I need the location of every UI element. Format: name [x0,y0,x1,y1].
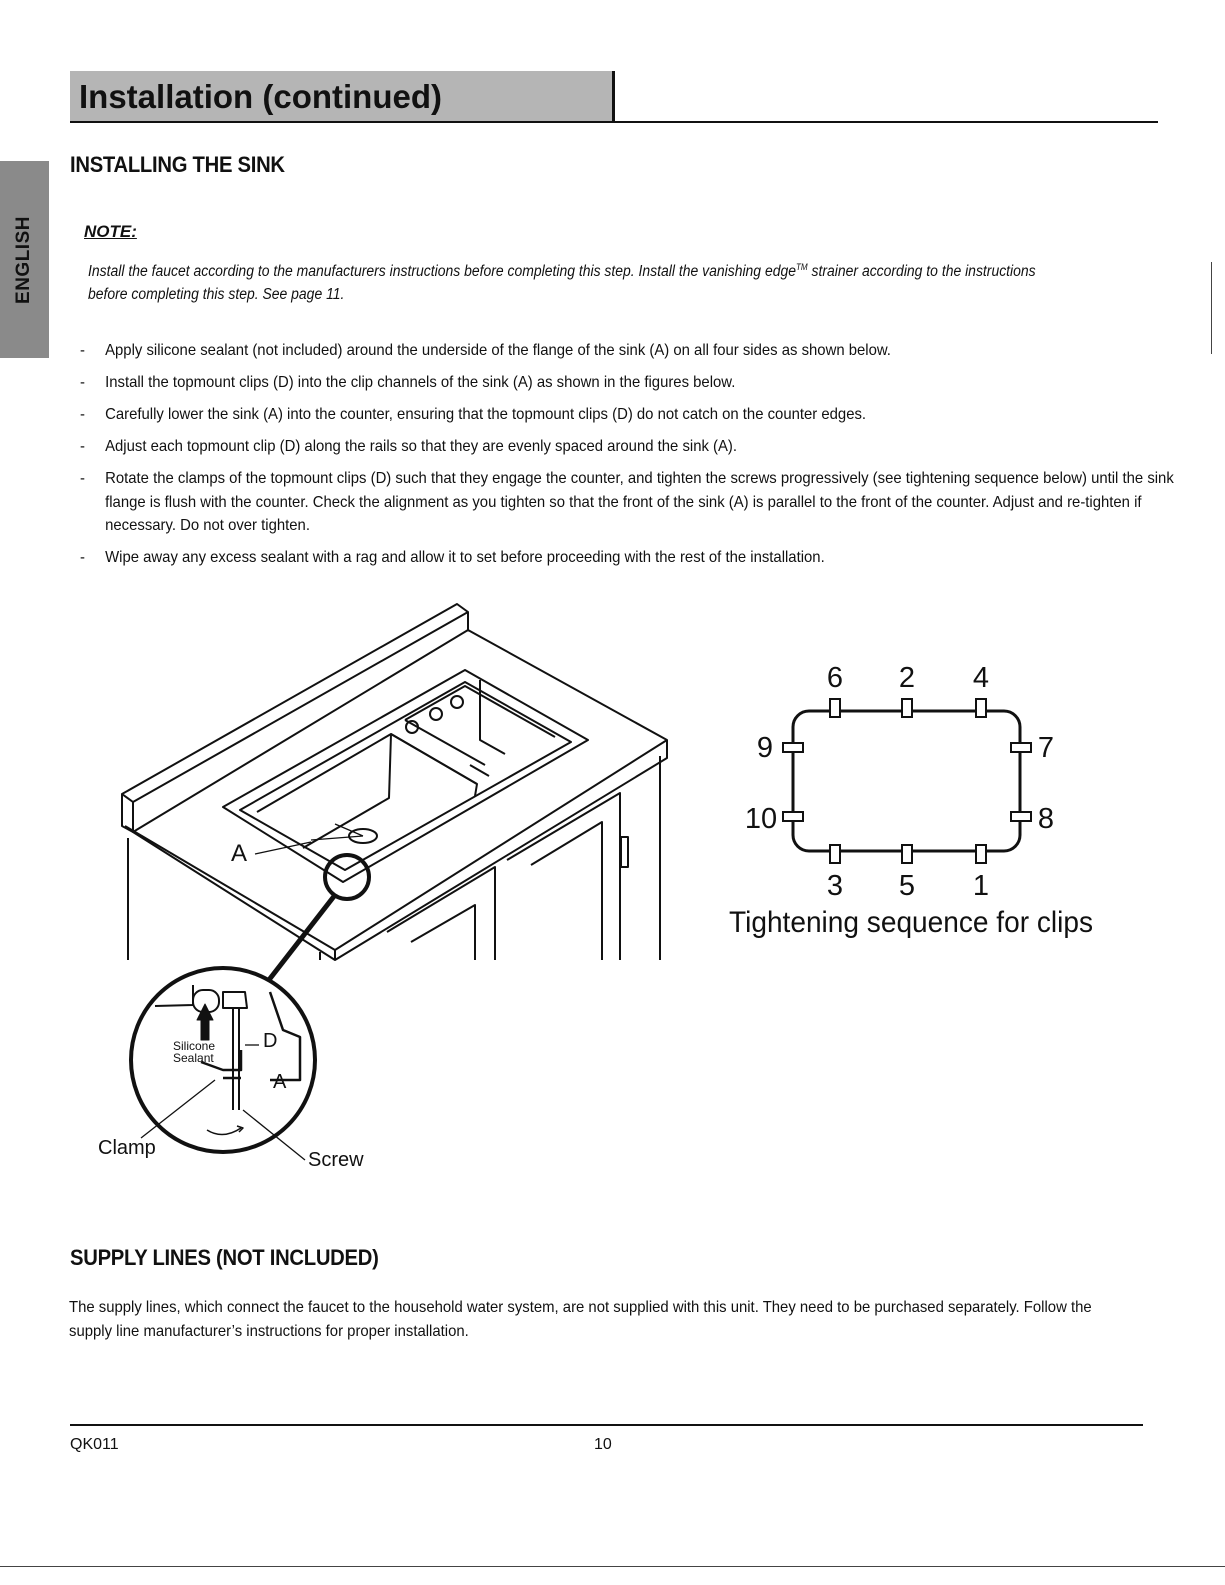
step-text: Apply silicone sealant (not included) around the underside of the flange of the sink (A) on all four sides as shown below. [105,342,891,359]
footer-model-code: QK011 [70,1436,119,1453]
note-text-part1: Install the faucet according to the manufacturers instructions before completing this step. Install the vanishing edge [88,263,796,281]
scan-edge-line [1211,262,1212,354]
header-rule [70,121,1158,123]
label-a-detail: A [273,1071,287,1093]
seq-number: 1 [972,870,990,902]
seq-number: 5 [898,870,916,902]
label-a: A [231,840,248,867]
clip-1 [976,845,986,863]
page-bottom-edge [0,1566,1225,1567]
supply-lines-text: The supply lines, which connect the faucet to the household water system, are not supplied with this unit. They need to be purchased separately. Follow the supply line manufacturer’s instructions for proper installation. [69,1299,1092,1340]
clip-5 [902,845,912,863]
sink-installation-illustration [95,600,685,1180]
clip-10 [783,812,803,821]
clip-7 [1011,743,1031,752]
step-text: Carefully lower the sink (A) into the counter, ensuring that the topmount clips (D) do not catch on the counter edges. [105,406,867,423]
section-title-installing-sink: INSTALLING THE SINK [70,152,285,177]
clip-diagram-caption: Tightening sequence for clips [729,906,1093,939]
clip-2 [902,699,912,717]
step-dash: - [80,438,85,455]
clip-8 [1011,812,1031,821]
note-text-part2: strainer according to the instructions before completing this step. See page 11. [88,263,1036,304]
step-text: Rotate the clamps of the topmount clips (D) such that they engage the counter, and tighten the screws progressively (see tightening sequence below) until the sink flange is flush with the counter. Check the alignment as you tighten so that the front of the sink (A) is parallel to the front of the counter. Adjust and re-tighten if necessary. Do not over tighten. [105,470,1174,534]
section-title-supply-lines: SUPPLY LINES (NOT INCLUDED) [70,1245,379,1270]
clip-9 [783,743,803,752]
page-number: 10 [594,1436,612,1453]
seq-number: 4 [972,662,990,694]
footer-rule [70,1424,1143,1426]
seq-number: 3 [826,870,844,902]
clip-tightening-diagram [725,655,1125,945]
step-item [80,546,1175,570]
silicone-label: Silicone [173,1039,216,1053]
seq-number: 9 [756,732,774,764]
step-item [80,403,1175,427]
note-label: NOTE: [84,222,137,241]
step-item [80,435,1175,459]
language-tab-label: ENGLISH [13,216,34,304]
trademark-mark: TM [795,262,808,272]
seq-number: 8 [1037,803,1055,835]
instruction-steps [80,339,1190,578]
sealant-label: Sealant [173,1051,214,1065]
step-dash: - [80,406,85,423]
step-dash: - [80,549,85,566]
clip-4 [976,699,986,717]
step-text: Wipe away any excess sealant with a rag and allow it to set before proceeding with the rest of the installation. [105,549,825,566]
step-item [80,371,1175,395]
step-text: Install the topmount clips (D) into the clip channels of the sink (A) as shown in the figures below. [105,374,736,391]
label-d-detail: D [263,1030,278,1052]
step-text: Adjust each topmount clip (D) along the rails so that they are evenly spaced around the sink (A). [105,438,738,455]
page-title: Installation (continued) [79,78,442,115]
seq-number: 7 [1037,732,1055,764]
step-dash: - [80,374,85,391]
step-dash: - [80,342,85,359]
screw-label: Screw [308,1149,364,1171]
clip-3 [830,845,840,863]
step-dash: - [80,470,85,487]
seq-number: 6 [826,662,844,694]
clip-6 [830,699,840,717]
clamp-label: Clamp [98,1137,156,1159]
seq-number: 2 [898,662,916,694]
step-item [80,467,1175,538]
language-tab [0,161,49,358]
step-item [80,339,1175,363]
note-text [88,256,1069,306]
seq-number: 10 [744,803,778,835]
